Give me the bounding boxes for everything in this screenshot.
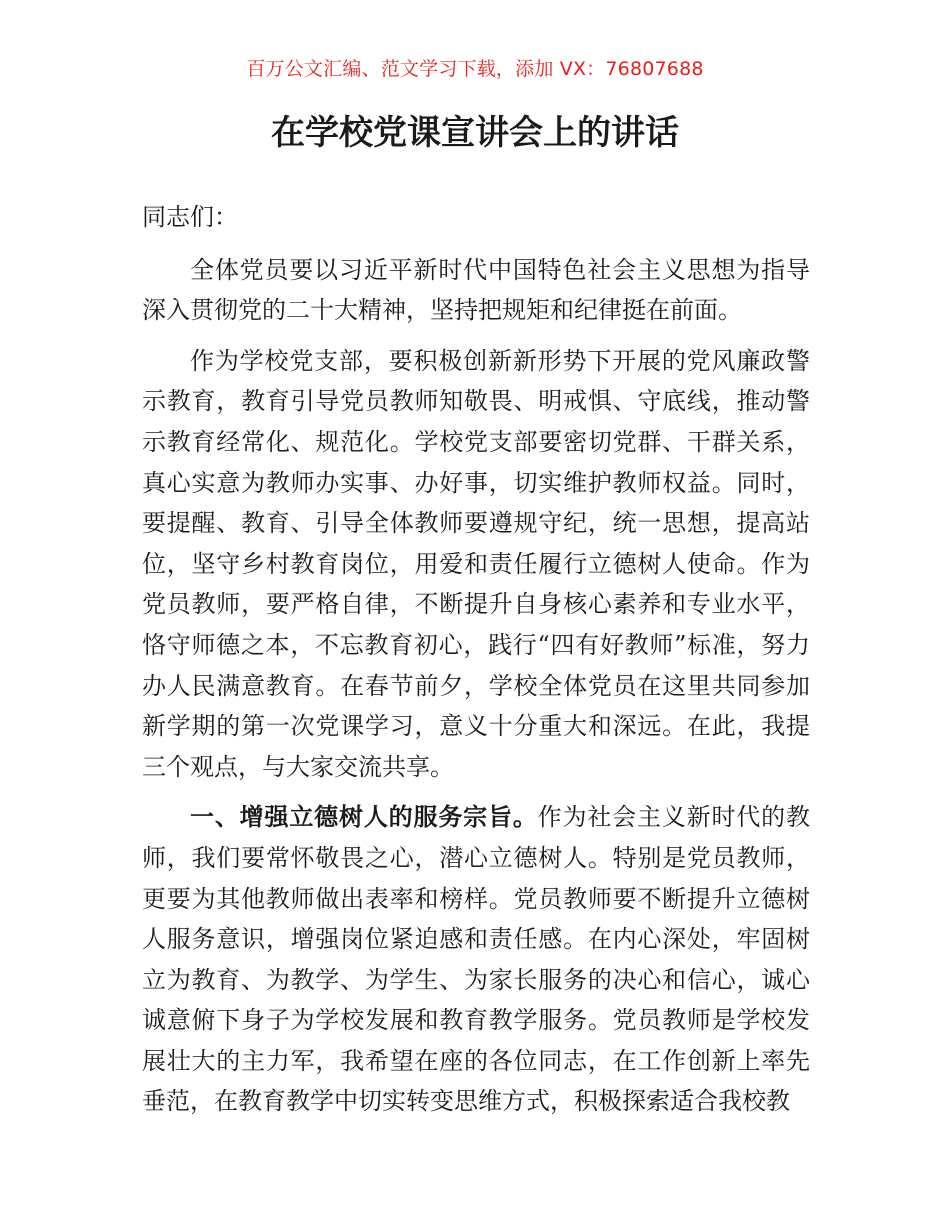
promo-banner: 百万公文汇编、范文学习下载，添加 VX：76807688: [246, 58, 704, 80]
section-heading: 一、增强立德树人的服务宗旨。: [190, 803, 538, 832]
section-paragraph: [142, 797, 810, 1122]
page-title: 在学校党课宣讲会上的讲话: [271, 113, 679, 153]
paragraph: 作为学校党支部，要积极创新新形势下开展的党风廉政警示教育，教育引导党员教师知敬畏、明戒惧、守底线，推动警示教育经常化、规范化。学校党支部要密切党群、干群关系，真心实意为教师办实事、办好事，切实维护教师权益。同时，要提醒、教育、引导全体教师要遵规守纪，统一思想，提高站位，坚守乡村教育岗位，用爱和责任履行立德树人使命。作为党员教师，要严格自律，不断提升自身核心素养和专业水平，恪守师德之本，不忘教育初心，践行“四有好教师”标准，努力办人民满意教育。在春节前夕，学校全体党员在这里共同参加新学期的第一次党课学习，意义十分重大和深远。在此，我提三个观点，与大家交流共享。: [142, 346, 810, 781]
paragraph: 全体党员要以习近平新时代中国特色社会主义思想为指导深入贯彻党的二十大精神，坚持把规矩和纪律挺在前面。: [142, 255, 810, 325]
document-body: [142, 197, 810, 1132]
greeting: 同志们：: [142, 203, 238, 231]
section-text: 作为社会主义新时代的教师，我们要常怀敬畏之心，潜心立德树人。特别是党员教师，更要为其他教师做出表率和榜样。党员教师要不断提升立德树人服务意识，增强岗位紧迫感和责任感。在内心深处，牢固树立为教育、为教学、为学生、为家长服务的决心和信心，诚心诚意俯下身子为学校发展和教育教学服务。党员教师是学校发展壮大的主力军，我希望在座的各位同志，在工作创新上率先垂范，在教育教学中切实转变思维方式，积极探索适合我校教: [142, 803, 811, 1116]
